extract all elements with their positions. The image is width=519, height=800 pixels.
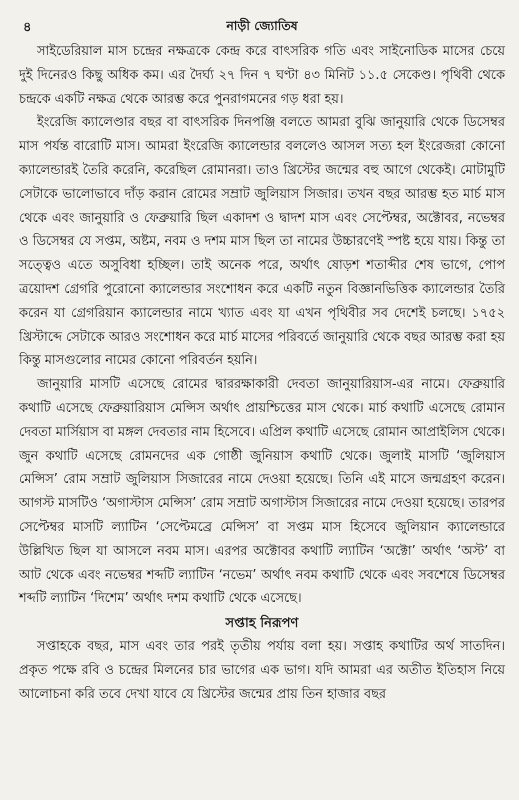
paragraph-sidereal-month: সাইডেরিয়াল মাস চন্দ্রের নক্ষত্রকে কেন্দ্র করে বাৎসরিক গতি এবং সাইনোডিক মাসের চেয়ে দুই দিনেরও কিছু অধিক কম। এর দৈর্ঘ্য ২৭ দিন ৭ ঘণ্টা ৪৩ মিনিট ১১.৫ সেকেণ্ড। পৃথিবী থেকে চন্দ্রকে একটি নক্ষত্র থেকে আরম্ভ করে পুনরাগমনের গড় ধরা হয়। bbox=[19, 44, 505, 107]
section-heading: সপ্তাহ নিরূপণ bbox=[225, 616, 299, 632]
page-number: ৪ bbox=[23, 20, 32, 35]
paragraph-english-calendar: ইংরেজি ক্যালেণ্ডার বছর বা বাৎসরিক দিনপঞ্জি বলতে আমরা বুঝি জানুয়ারি থেকে ডিসেম্বর মাস পর্যন্ত বারোটি মাস। আমরা ইংরেজি ক্যালেন্ডার বললেও আসল সত্য হল ইংরেজরা কোনো ক্যালেন্ডারই তৈরি করেনি, করেছিল রোমানরা। তাও খ্রিস্টের জন্মের বহু আগে থেকেই। মোটামুটি সেটাকে ভালোভাবে দাঁড় করান রোমের সম্রাট জুলিয়াস সিজার। তখন বছর আরম্ভ হত মার্চ মাস থেকে এবং জানুয়ারি ও ফেব্রুয়ারি ছিল একাদশ ও দ্বাদশ মাস এবং সেপ্টেম্বর, অক্টোবর, নভেম্বর ও ডিসেম্বর যে সপ্তম, অষ্টম, নবম ও দশম মাস ছিল তা নামের উচ্চারণেই স্পষ্ট হয়ে যায়। কিন্তু তা সত্ত্বেও এতে অসুবিধা হচ্ছিল। তাই অনেক পরে, অর্থাৎ ষোড়শ শতাব্দীর শেষ ভাগে, পোপ ত্রয়োদশ গ্রেগরি পুরোনো ক্যালেন্ডার সংশোধন করে একটি নতুন বিজ্ঞানভিত্তিক ক্যালেন্ডার তৈরি করেন যা গ্রেগরিয়ান ক্যালেন্ডার নামে খ্যাত এবং যা এখন পৃথিবীর সব দেশেই চলছে। ১৭৫২ খ্রিস্টাব্দে সেটাকে আরও সংশোধন করে মার্চ মাসের পরিবর্তে জানুয়ারি থেকে বছর আরম্ভ করা হয় কিন্তু মাসগুলোর নামের কোনো পরিবর্তন হয়নি। bbox=[19, 115, 505, 369]
paragraph-month-names: জানুয়ারি মাসটি এসেছে রোমের দ্বাররক্ষাকারী দেবতা জানুয়ারিয়াস-এর নামে। ফেব্রুয়ারি কথাটি এসেছে ফেব্রুয়ারিয়াস মেন্সিস অর্থাৎ প্রায়শ্চিত্তের মাস থেকে। মার্চ কথাটি এসেছে রোমান দেবতা মার্সিয়াস বা মঙ্গল দেবতার নাম হিসেবে। এপ্রিল কথাটি এসেছে রোমান আপ্রাইলিস থেকে। জুন কথাটি এসেছে রোমনদের এক গোষ্ঠী জুনিয়াস কথাটি থেকে। জুলাই মাসটি ‘জুলিয়াস মেন্সিস’ রোম সম্রাট জুলিয়াস সিজারের নামে দেওয়া হয়েছে। তিনি এই মাসে জন্মগ্রহণ করেন। আগস্ট মাসটিও ‘অগাস্টাস মেন্সিস’ রোম সম্রাট অগাস্টাস সিজারের নামে দেওয়া হয়েছে। তারপর সেপ্টেম্বর মাসটি ল্যাটিন ‘সেপ্টেমব্রে মেন্সিস’ বা সপ্তম মাস হিসেবে জুলিয়ান ক্যালেন্ডারে উল্লিখিত ছিল যা আসলে নবম মাস। এরপর অক্টোবর কথাটি ল্যাটিন ‘অক্টো’ অর্থাৎ ‘অস্ট’ বা আট থেকে এবং নভেম্বর শব্দটি ল্যাটিন ‘নভেম’ অর্থাৎ নবম কথাটি থেকে এবং সবশেষে ডিসেম্বর শব্দটি ল্যাটিন ‘দিশেম’ অর্থাৎ দশম কথাটি থেকে এসেছে। bbox=[19, 377, 505, 607]
paragraph-week: সপ্তাহকে বছর, মাস এবং তার পরই তৃতীয় পর্যায় বলা হয়। সপ্তাহ কথাটির অর্থ সাতদিন। প্রকৃত পক্ষে রবি ও চন্দ্রের মিলনের চার ভাগের এক ভাগ। যদি আমরা এর অতীত ইতিহাস নিয়ে আলোচনা করি তবে দেখা যাবে যে খ্রিস্টের জন্মের প্রায় তিন হাজার বছর bbox=[19, 639, 505, 702]
page-header bbox=[19, 18, 505, 40]
running-title: নাড়ী জ্যোতিষ bbox=[226, 18, 298, 33]
